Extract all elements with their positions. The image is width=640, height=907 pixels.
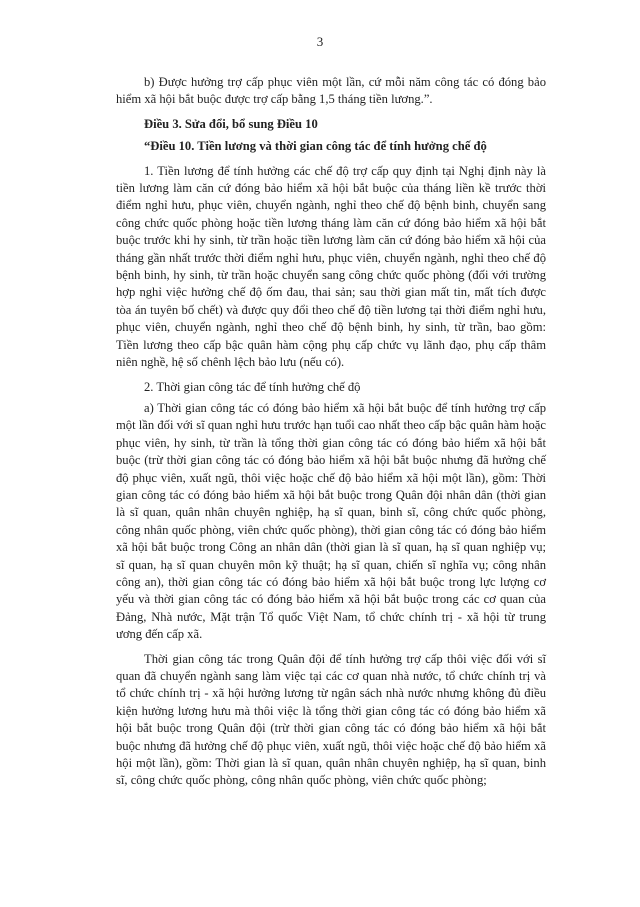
- paragraph-a-service-time-detail: a) Thời gian công tác có đóng bảo hiểm xã hội bắt buộc để tính hưởng trợ cấp một lần đối với sĩ quan nghỉ hưu trước hạn tuổi cao nhất theo cấp bậc quân hàm hoặc phục viên, hy sinh, từ trần là tổng thời gian công tác có đóng bảo hiểm xã hội bắt buộc (trừ thời gian công tác có đóng bảo hiểm xã hội bắt buộc nhưng đã hưởng chế độ phục viên, xuất ngũ, thôi việc hoặc chế độ bảo hiểm xã hội một lần), gồm: Thời gian công tác có đóng bảo hiểm xã hội bắt buộc trong Quân đội nhân dân (thời gian là sĩ quan, quân nhân chuyên nghiệp, hạ sĩ quan, binh sĩ, công chức quốc phòng, công nhân quốc phòng, viên chức quốc phòng), thời gian công tác có đóng bảo hiểm xã hội bắt buộc trong Công an nhân dân (thời gian là sĩ quan, hạ sĩ quan nghiệp vụ; sĩ quan, hạ sĩ quan chuyên môn kỹ thuật; hạ sĩ quan, chiến sĩ nghĩa vụ; công nhân công an), thời gian công tác có đóng bảo hiểm xã hội bắt buộc trong lực lượng cơ yếu và thời gian công tác có đóng bảo hiểm xã hội bắt buộc trong các cơ quan của Đảng, Nhà nước, Mặt trận Tổ quốc Việt Nam, tổ chức chính trị - xã hội từ trung ương đến cấp xã.: [116, 400, 546, 642]
- article-3-heading: Điều 3. Sửa đổi, bổ sung Điều 10: [144, 116, 318, 131]
- paragraph-severance-service-time: Thời gian công tác trong Quân đội để tính hưởng trợ cấp thôi việc đối với sĩ quan đã chuyển ngành sang làm việc tại các cơ quan nhà nước, tổ chức chính trị và tổ chức chính trị - xã hội hưởng lương từ ngân sách nhà nước nhưng không đủ điều kiện hưởng lương hưu mà thôi việc là tổng thời gian công tác có đóng bảo hiểm xã hội bắt buộc trong Quân đội (trừ thời gian công tác có đóng bảo hiểm xã hội bắt buộc nhưng đã hưởng chế độ phục viên, xuất ngũ, thôi việc hoặc chế độ bảo hiểm xã hội một lần), gồm: Thời gian là sĩ quan, quân nhân chuyên nghiệp, hạ sĩ quan, binh sĩ, công chức quốc phòng, công nhân quốc phòng, viên chức quốc phòng;: [116, 651, 546, 788]
- paragraph-b-retirement-allowance: b) Được hưởng trợ cấp phục viên một lần, cứ mỗi năm công tác có đóng bảo hiểm xã hội bắt buộc được trợ cấp bằng 1,5 tháng tiền lương.”.: [116, 75, 546, 107]
- paragraph-1-salary-basis: 1. Tiền lương để tính hưởng các chế độ trợ cấp quy định tại Nghị định này là tiền lương làm căn cứ đóng bảo hiểm xã hội bắt buộc của tháng liền kề trước thời điểm nghỉ hưu, phục viên, chuyển ngành, nghỉ theo chế độ bệnh binh, chuyển sang công chức quốc phòng hoặc tiền lương tháng làm căn cứ đóng bảo hiểm xã hội bắt buộc trước khi hy sinh, từ trần hoặc tiền lương làm căn cứ đóng bảo hiểm xã hội của tháng gần nhất trước thời điểm nghỉ hưu, phục viên, chuyển ngành, nghỉ theo chế độ bệnh binh, hy sinh, từ trần hoặc chuyển sang công chức quốc phòng (đối với trường hợp nghỉ việc hưởng chế độ ốm đau, thai sản; sau thời gian mất tin, mất tích được tòa án tuyên bố chết) và được quy đổi theo chế độ tiền lương tại thời điểm nghỉ hưu, phục viên, chuyển ngành, nghỉ theo chế độ bệnh binh, hy sinh, từ trần, bao gồm: Tiền lương theo cấp bậc quân hàm cộng phụ cấp chức vụ lãnh đạo, phụ cấp thâm niên nghề, hệ số chênh lệch bảo lưu (nếu có).: [116, 163, 546, 370]
- document-body: [116, 74, 546, 797]
- article-10-heading: “Điều 10. Tiền lương và thời gian công tác để tính hưởng chế độ: [144, 139, 487, 154]
- paragraph-2-service-time: 2. Thời gian công tác để tính hưởng chế độ: [144, 379, 361, 394]
- page-number: 3: [316, 34, 324, 49]
